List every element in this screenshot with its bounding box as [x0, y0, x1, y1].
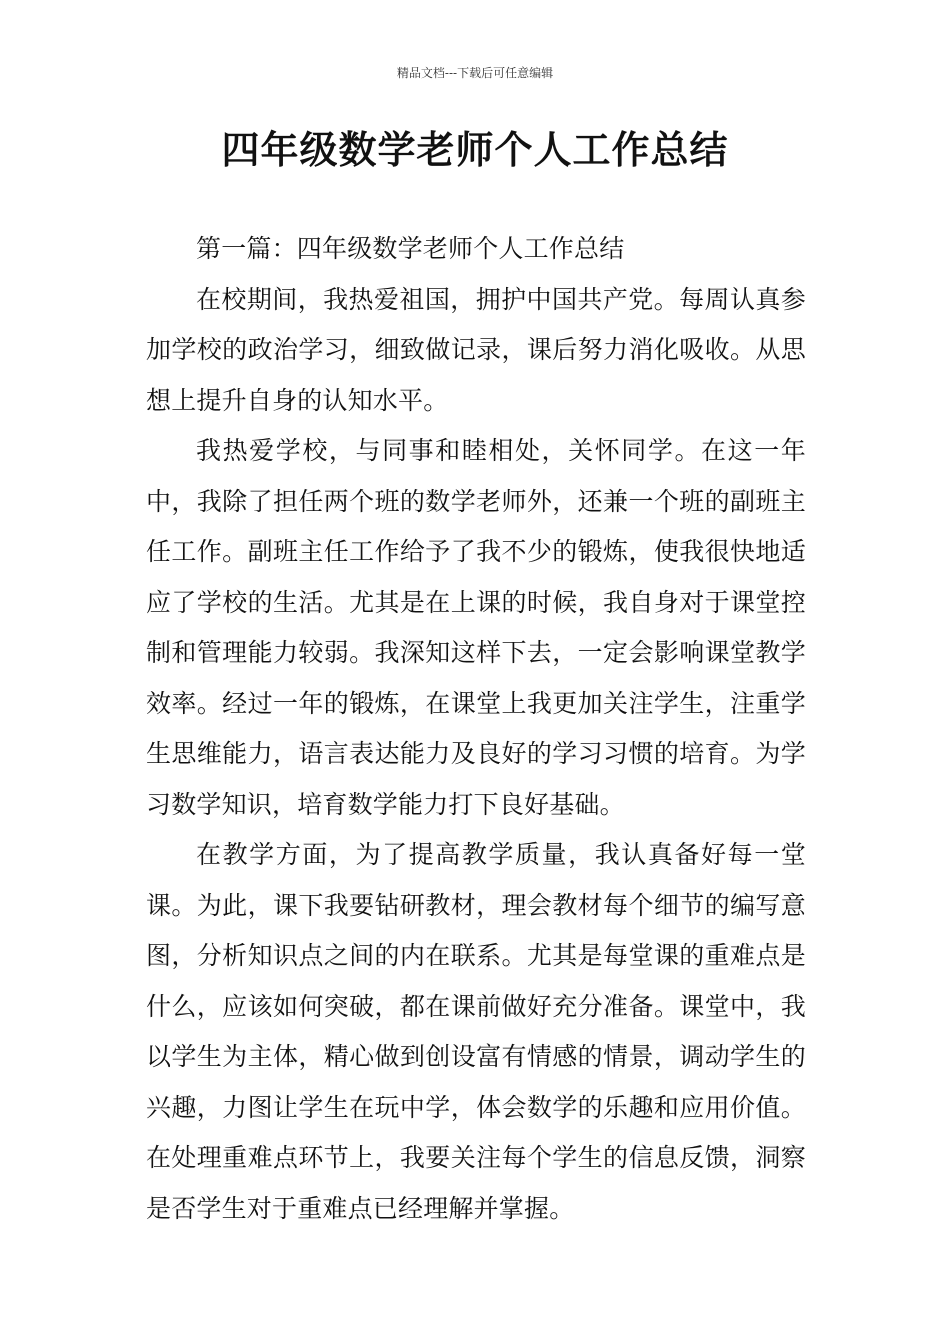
paragraph: 我热爱学校，与同事和睦相处，关怀同学。在这一年中，我除了担任两个班的数学老师外，还兼一个班的副班主任工作。副班主任工作给予了我不少的锻炼，使我很快地适应了学校的生活。尤其是在上课的时候，我自身对于课堂控制和管理能力较弱。我深知这样下去，一定会影响课堂教学效率。经过一年的锻炼，在课堂上我更加关注学生，注重学生思维能力，语言表达能力及良好的学习习惯的培育。为学习数学知识，培育数学能力打下良好基础。 [146, 436, 806, 819]
header-note: 精品文档---下载后可任意编辑 [396, 66, 554, 80]
document-title: 四年级数学老师个人工作总结 [221, 127, 729, 172]
section-heading: 第一篇：四年级数学老师个人工作总结 [196, 234, 625, 263]
paragraph: 在校期间，我热爱祖国，拥护中国共产党。每周认真参加学校的政治学习，细致做记录，课后努力消化吸收。从思想上提升自身的认知水平。 [146, 284, 806, 415]
document-body [146, 224, 806, 1234]
paragraph: 在教学方面，为了提高教学质量，我认真备好每一堂课。为此，课下我要钻研教材，理会教材每个细节的编写意图，分析知识点之间的内在联系。尤其是每堂课的重难点是什么，应该如何突破，都在课前做好充分准备。课堂中，我以学生为主体，精心做到创设富有情感的情景，调动学生的兴趣，力图让学生在玩中学，体会数学的乐趣和应用价值。在处理重难点环节上，我要关注每个学生的信息反馈，洞察是否学生对于重难点已经理解并掌握。 [146, 840, 806, 1223]
